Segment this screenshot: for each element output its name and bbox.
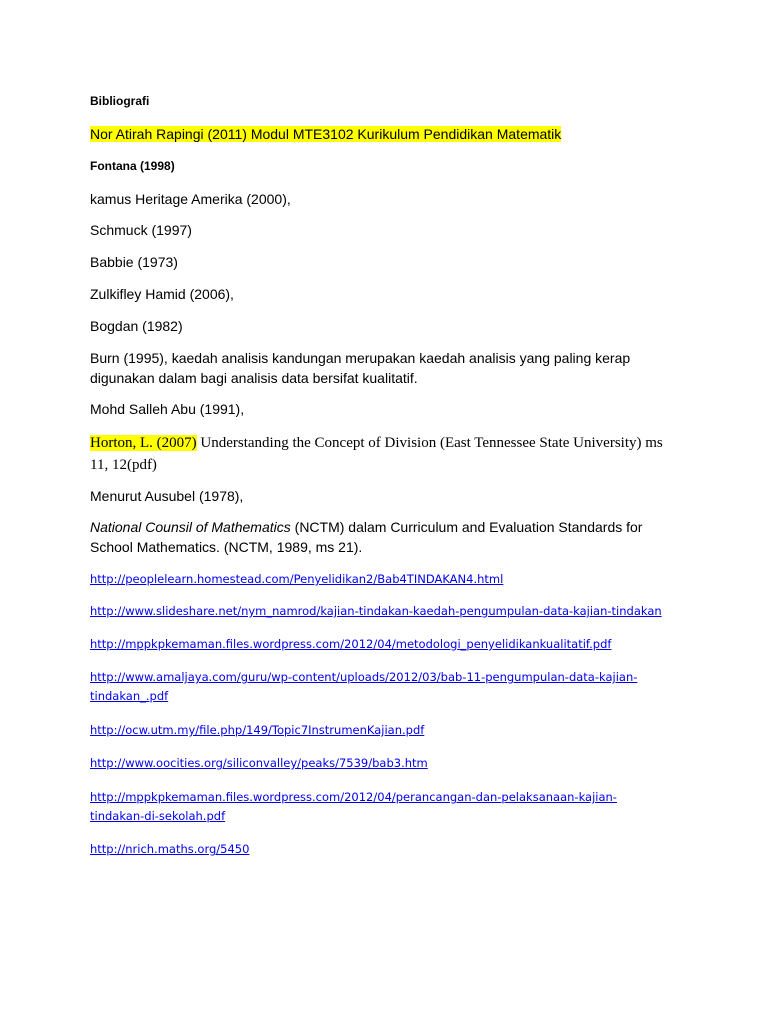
reference-link[interactable]: http://ocw.utm.my/file.php/149/Topic7InstrumenKajian.pdf — [90, 723, 425, 737]
italic-title: National Counsil of Mathematics — [90, 519, 291, 535]
reference-link[interactable]: http://peoplelearn.homestead.com/Penyelidikan2/Bab4TINDAKAN4.html — [90, 572, 504, 586]
reference-entry — [90, 124, 561, 144]
reference-entry: Schmuck (1997) — [90, 222, 192, 238]
reference-entry: Burn (1995), kaedah analisis kandungan merupakan kaedah analisis yang paling kerap digunakan dalam bagi analisis data bersifat kualitatif. — [90, 350, 631, 386]
reference-text: Understanding the Concept of Division (East Tennessee State University) ms 11, 12(pdf) — [90, 435, 663, 473]
reference-link[interactable]: http://mppkpkemaman.files.wordpress.com/2012/04/metodologi_penyelidikankualitatif.pdf — [90, 637, 612, 651]
reference-entry: Mohd Salleh Abu (1991), — [90, 401, 245, 417]
reference-entry: kamus Heritage Amerika (2000), — [90, 191, 291, 207]
reference-entry: Fontana (1998) — [90, 159, 175, 173]
reference-text: (NCTM) dalam Curriculum and Evaluation Standards for School Mathematics. (NCTM, 1989, ms 21). — [90, 519, 643, 555]
reference-entry: Zulkifley Hamid (2006), — [90, 286, 234, 302]
reference-entry — [90, 517, 660, 557]
reference-entry: Menurut Ausubel (1978), — [90, 488, 244, 504]
reference-entry: Babbie (1973) — [90, 254, 178, 270]
reference-entry — [90, 432, 680, 476]
highlighted-text: Horton, L. (2007) — [90, 435, 197, 451]
reference-link[interactable]: http://www.oocities.org/siliconvalley/peaks/7539/bab3.htm — [90, 756, 428, 770]
reference-entry: Bogdan (1982) — [90, 318, 183, 334]
reference-link[interactable]: http://www.slideshare.net/nym_namrod/kajian-tindakan-kaedah-pengumpulan-data-kajian-tindakan — [90, 604, 662, 618]
highlighted-text: Nor Atirah Rapingi (2011) Modul MTE3102 Kurikulum Pendidikan Matematik — [90, 126, 562, 142]
reference-link[interactable]: http://www.amaljaya.com/guru/wp-content/uploads/2012/03/bab-11-pengumpulan-data-kajian-tindakan_.pdf — [90, 670, 638, 703]
reference-link[interactable]: http://nrich.maths.org/5450 — [90, 842, 250, 856]
bibliography-heading: Bibliografi — [90, 94, 150, 108]
reference-link[interactable]: http://mppkpkemaman.files.wordpress.com/2012/04/perancangan-dan-pelaksanaan-kajian-tindakan-di-sekolah.pdf — [90, 790, 617, 823]
